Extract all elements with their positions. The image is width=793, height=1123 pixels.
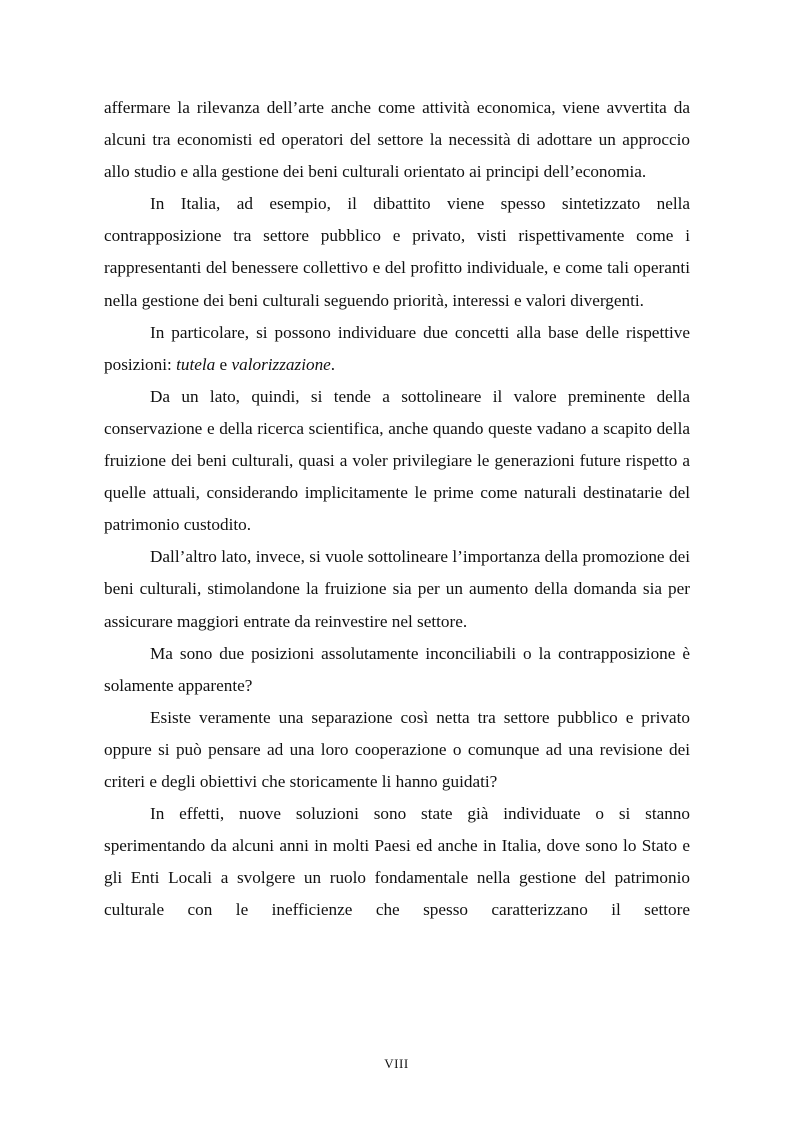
- paragraph-3-lead: In particolare, si possono individuare due concetti alla base delle rispettive posizioni:: [104, 322, 690, 374]
- paragraph-3-end: .: [330, 354, 336, 374]
- term-tutela: tutela: [176, 354, 216, 374]
- paragraph-6: Ma sono due posizioni assolutamente inconciliabili o la contrapposizione è solamente apparente?: [104, 643, 690, 695]
- term-valorizzazione: valorizzazione: [231, 354, 331, 374]
- paragraph-4: Da un lato, quindi, si tende a sottolineare il valore preminente della conservazione e della ricerca scientifica, anche quando queste vadano a scapito della fruizione dei beni culturali, quasi a voler privilegiare le generazioni future rispetto a quelle attuali, considerando implicitamente le prime come naturali destinatarie del patrimonio custodito.: [104, 386, 690, 535]
- paragraph-7: Esiste veramente una separazione così netta tra settore pubblico e privato oppure si può pensare ad una loro cooperazione o comunque ad una revisione dei criteri e degli obiettivi che storicamente li hanno guidati?: [104, 707, 690, 791]
- paragraph-3-conjunction: e: [215, 354, 232, 374]
- paragraph-1: affermare la rilevanza dell’arte anche come attività economica, viene avvertita da alcuni tra economisti ed operatori del settore la necessità di adottare un approccio allo studio e alla gestione dei beni culturali orientato ai principi dell’economia.: [104, 98, 690, 182]
- paragraph-5: Dall’altro lato, invece, si vuole sottolineare l’importanza della promozione dei beni culturali, stimolandone la fruizione sia per un aumento della domanda sia per assicurare maggiori entrate da reinvestire nel settore.: [104, 547, 690, 631]
- page-body: [104, 92, 690, 926]
- paragraph-2: In Italia, ad esempio, il dibattito viene spesso sintetizzato nella contrapposizione tra settore pubblico e privato, visti rispettivamente come i rappresentanti del benessere collettivo e del profitto individuale, e come tali operanti nella gestione dei beni culturali seguendo priorità, interessi e valori divergenti.: [104, 194, 690, 310]
- paragraph-3: [104, 317, 690, 381]
- paragraph-8: In effetti, nuove soluzioni sono state già individuate o si stanno sperimentando da alcuni anni in molti Paesi ed anche in Italia, dove sono lo Stato e gli Enti Locali a svolgere un ruolo fondamentale nella gestione del patrimonio culturale con le inefficienze che spesso caratterizzano il settore: [104, 804, 690, 920]
- page-number: VIII: [384, 1056, 409, 1071]
